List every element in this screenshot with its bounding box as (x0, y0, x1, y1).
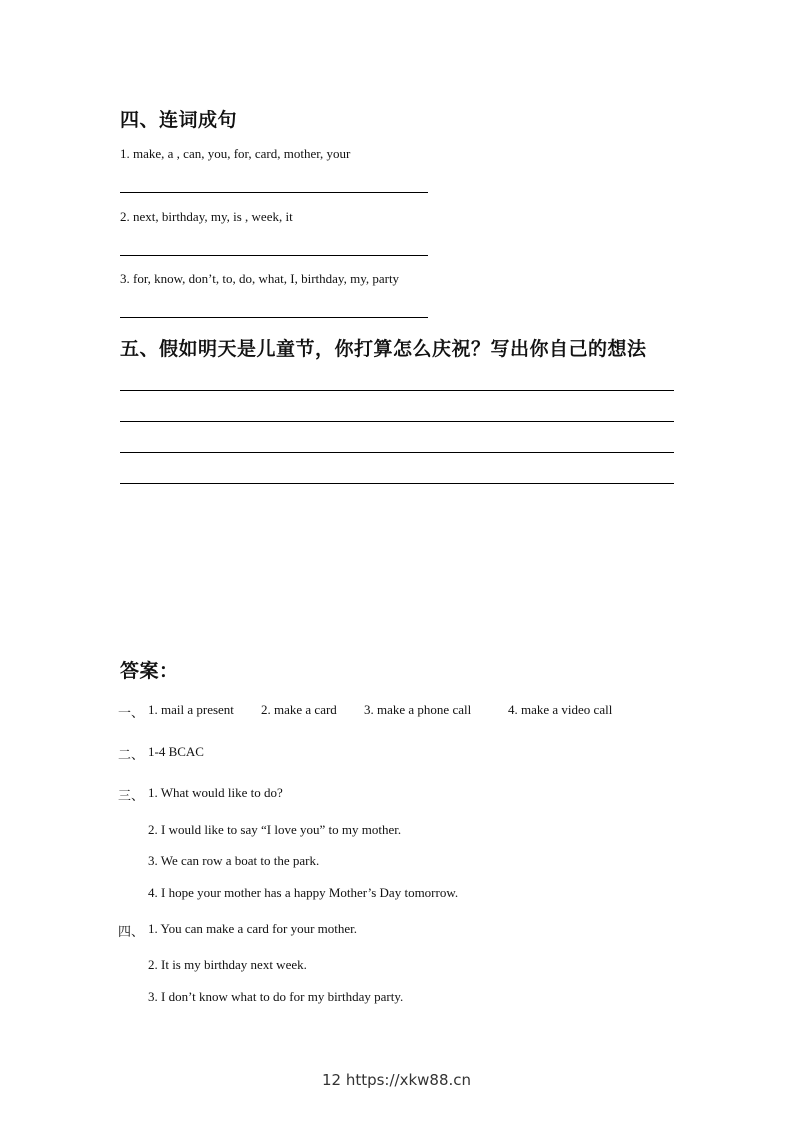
answer-part-3-item-2: 2. I would like to say “I love you” to my mother. (148, 822, 402, 837)
answer-line-2 (120, 255, 428, 256)
question-2: 2. next, birthday, my, is , week, it (120, 209, 293, 224)
answer-part-1-prefix: 一、 (118, 705, 145, 720)
writing-line-1 (120, 390, 674, 391)
answer-line-1 (120, 192, 428, 193)
answer-part-1-item-2: 2. make a card (261, 702, 337, 717)
answer-part-3-item-4: 4. I hope your mother has a happy Mother’s Day tomorrow. (148, 885, 459, 900)
answer-part-3-item-3: 3. We can row a boat to the park. (148, 853, 320, 868)
answer-part-1-item-4: 4. make a video call (508, 702, 613, 717)
answer-part-4-item-3: 3. I don’t know what to do for my birthday party. (148, 989, 404, 1004)
question-3: 3. for, know, don’t, to, do, what, I, birthday, my, party (120, 271, 400, 286)
section-4-title: 四、连词成句 (120, 109, 238, 131)
footer-page-url: 12 https://xkw88.cn (321, 1071, 472, 1089)
writing-line-2 (120, 421, 674, 422)
question-1: 1. make, a , can, you, for, card, mother, your (120, 146, 351, 161)
answer-part-2-prefix: 二、 (118, 747, 145, 762)
writing-line-3 (120, 452, 674, 453)
answer-line-3 (120, 317, 428, 318)
answer-part-3-prefix: 三、 (118, 788, 145, 803)
section-5-title: 五、假如明天是儿童节，你打算怎么庆祝？写出你自己的想法 (120, 338, 647, 360)
writing-line-4 (120, 483, 674, 484)
answer-part-2-text: 1-4 BCAC (148, 744, 204, 759)
answer-part-1-item-3: 3. make a phone call (364, 702, 472, 717)
answer-part-3-item-1: 1. What would like to do? (148, 785, 283, 800)
answer-part-4-item-2: 2. It is my birthday next week. (148, 957, 307, 972)
answer-part-1-item-1: 1. mail a present (148, 702, 234, 717)
answer-part-4-prefix: 四、 (118, 924, 145, 939)
answers-title: 答案： (120, 660, 179, 682)
answer-part-4-item-1: 1. You can make a card for your mother. (148, 921, 358, 936)
